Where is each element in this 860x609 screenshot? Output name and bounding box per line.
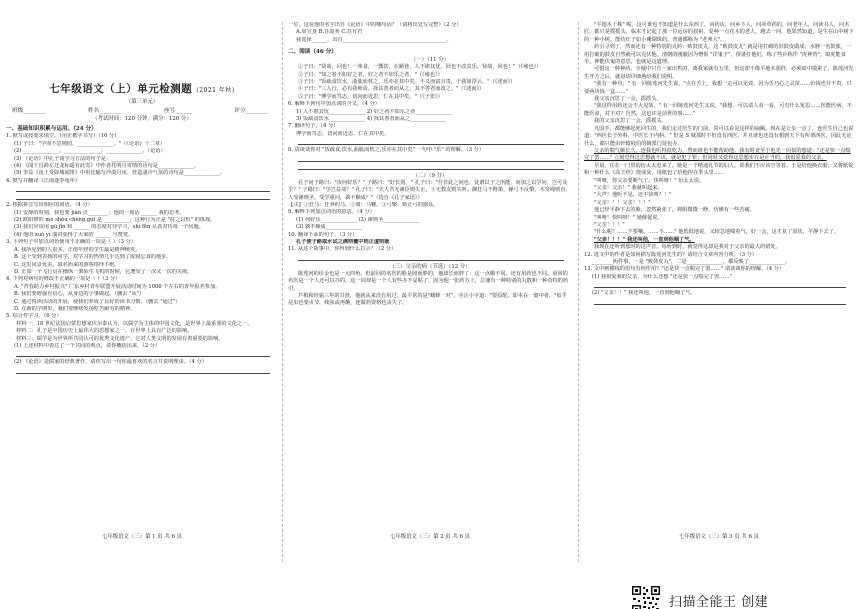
year-tag: (2021 年秋) (196, 87, 235, 94)
fold-divider (282, 22, 283, 562)
underlined-paragraph: 父亲的喘气颇长久，连我也听得很吃力，然而谁也不能帮助他。我有时竟至于电光一闪似的想道："还是快一点喘完了罢……" 立刻觉得这思想就不该，就是犯了罪；但同时又觉得这思想实在是正当的，我很爱我的父亲。 (584, 147, 851, 162)
passage-paragraph: "平地木十株" 呢，这可谁也不知道是什么东西了。问药店，问乡下人，问卖草药的，问老年人，问读书人，问木匠，都只是摇摇头，临末才记起了那一位远房的叔祖，爱种一点花木的老人，跑去一问，他果然知道，是生在山中树下的一种小树，能结红子如小珊瑚珠的，普通都称为 "老弗大"。 (584, 22, 854, 43)
question-poem: 4. 默写并翻译《江南逢李龟年》 (6, 177, 81, 184)
question-8: 8. 请谈谈你对 "饭疏食,饮水,曲肱而枕之,乐亦在其中矣" 一句中 "乐" 的理解。（3 分） (288, 147, 485, 154)
question-4: 4. 下列对病句的修改不正确的一项是（ ）（3 分） (6, 276, 121, 283)
unit-label: （第三单元） (125, 99, 159, 105)
question-2-item-2: (2) 欧阳修的 mò shǒu chéng guī 是 __________，这种行为正是 "持之以恒" 的体现。 (14, 217, 216, 224)
name-field[interactable]: 姓名________ (88, 108, 122, 114)
answer-line[interactable] (594, 282, 846, 288)
question-2-item-4: (4) 他的 zuò yì 演讲获得了大家的 ______ 与赞赏。 (14, 231, 134, 238)
question-2-item-1: (1) 安静的时刻，我也要 jiǎn 点________；他的一席话 ______ 我的思考。 (14, 209, 185, 216)
question-1-item-2: (2) ______________，______________；______________。（论语） (14, 148, 166, 155)
question-13: 13. 文中画横线的语句有何作用？"还是快一点喘完了罢……" 请谈谈你的理解。（4 分） (584, 266, 785, 273)
name-answer-line: 我选择______，出自________________________________________。 (296, 36, 452, 43)
passage-3-text: 陈莲河的诊金也是一元四角。但前回的名医的脸是圆而胖的，他却长而胖了：这一点颇不同。还有用药也不同。前回的名医是一个人还可以办的，这一回却是一个人有些办不妥帖了，因为他一张药方上，总兼有一种特别的丸散和一种奇特的药引。 (288, 270, 569, 292)
answer-line[interactable] (298, 255, 564, 261)
dialogue-line: "叫呀！快叫呀！" 她催促说。 (594, 214, 663, 221)
title-text: 七年级语文（上）单元检测题 (49, 83, 193, 95)
question-1-item-5: (5) 李益《夜上受降城闻笛》中用比喻写沙漠月夜、营造凄冷气氛的诗句是______________。 (14, 170, 226, 177)
question-9-row-1: (1) 何好乐______________ (2) 谏则圣______________ (296, 216, 420, 223)
material-1: 材料一：18 世纪法国启蒙思想家伏尔泰认为，以儒学为主体的中国文化，是世界上最重要的文化之一。 (16, 320, 253, 327)
passage-2-heading: （二）（9 分） (412, 172, 448, 179)
dialogue-line: "叫呀，你父亲要断气了。快叫呀！" 衍太太说。 (594, 177, 705, 184)
question-name-origin: 一位，这说他的名字出自《论语》中的哪句话？（请将出处写完整）（2 分） (288, 22, 462, 28)
material-2: 材料二：孔子是中国历史上最伟大的思想家之一，在世界上具有广泛的影响。 (16, 328, 193, 335)
answer-line[interactable] (298, 139, 564, 145)
section-one-heading: 一、基础知识积累与运用。（24 分） (6, 126, 97, 133)
passage-3-heading: （三）父亲的病（节选）（12 分） (389, 263, 471, 270)
underlined-paragraph: "父亲！！！" 我还叫他，一直到他咽了气。 (594, 236, 695, 243)
passage-1-line-5: ⑤子曰："博学而笃志，切问而近思，仁在其中矣。"（《子张》） (298, 93, 443, 100)
passage-paragraph: "什么呢？……不要嚷。……不……" 他低低地说，又较急地喘着气，好一会，这才复了原状，平静下去了。 (594, 229, 840, 236)
question-3: 3. 下列句子中加点词语使用不正确的一项是（ ）（3 分） (6, 239, 136, 246)
question-4-option-d: D. 在新的学期里，我们要继续发扬吃苦耐劳的精神。 (14, 305, 136, 312)
question-1: 1. 默写或按要求填空。（用正楷字书写）（10 分） (6, 133, 120, 140)
question-13-item-1: (1) 我很爱我的父亲，为什么还想 "还是快一点喘完了罢……" (592, 273, 732, 280)
question-4-option-b: B. 我们要增强自信心，从身边的小事做起。（删去 "从"） (14, 291, 145, 298)
answer-line[interactable] (298, 156, 564, 162)
question-7-sentence: 博学而笃志，切问而近思，仁在其中矣。 (296, 130, 390, 137)
question-1-item-3: (3) 《论语》中孔子谈学习方法的句子是：______________。 (14, 155, 153, 162)
passage-paragraph: 凡国手，都能够起死回生的，我们走过医生的门前，常可以看见这样的扁额。现在是让步一点了，连医生自己也说道："西医长于外科，中医长于内科。" 但是 S 城那时不但没有西医，并且谁也还没有想到天下有所谓西医，因此无论什么，都只能由轩辕岐伯的嫡派门徒包办。 (584, 125, 854, 147)
passage-2-notes: 【注】①狂马：狂奔的马。②策：马鞭。③弓檠：矫正弓的器具。 (288, 201, 439, 208)
passage-paragraph: 我现在还听到那时的这声音，每听到时，就觉得这却是我对于父亲的最大的错处。 (594, 244, 781, 251)
answer-line[interactable] (298, 164, 564, 170)
question-5-item-1: (1) 上述材料中表达了一个共同的观点，请你概括出来。（2 分） (14, 342, 161, 349)
question-5: 5. 综合性学习。（6 分） (6, 313, 62, 320)
class-field[interactable]: 班级________ (12, 108, 46, 114)
question-10: 10. 翻译下面的句子。（3 分） (288, 231, 358, 238)
exam-sheet (0, 18, 860, 568)
page-1 (6, 18, 278, 528)
question-9-row-2: (3) 孰不顺成______________ (296, 224, 363, 231)
answer-line[interactable] (16, 186, 270, 192)
dialogue-line: "大声！他听不见。还不快叫？！" (594, 192, 672, 199)
question-10-sentence: 孔子使子路取水试之满则覆中则正虚则欹 (296, 238, 390, 245)
passage-1-line-2: ②子曰："知之者不如好之者，好之者不如乐之者。"（《雍也》） (298, 71, 443, 78)
question-2: 2. 根据拼音写出相应的词语。（4 分） (6, 202, 93, 209)
answer-line[interactable] (594, 299, 846, 305)
page-2 (288, 18, 572, 528)
question-4-option-c: C. 通过悦读活动的开展，使我们养成了良好的读书习惯。（删去 "通过"） (14, 298, 181, 305)
passage-1-line-3: ③子曰："饭疏食饮水，曲肱而枕之，乐亦在其中矣。不义而富且贵，于我如浮云。"（《述而》） (298, 79, 516, 86)
passage-paragraph: "我有一种丹，" 有一回陈莲河先生说，"点在舌上，我想一定可以见效。因为舌乃心之灵苗……价钱也并不贵，只要两块钱一盒……" (584, 81, 852, 95)
passage-1-line-1: ①子曰："贤哉，回也！一箪食，一瓢饮，在陋巷，人不堪其忧，回也不改其乐。贤哉，回也！"（《雍也》） (298, 64, 542, 71)
passage-1-line-4: ④子曰："三人行，必有我师焉。择其善者而从之，其不善者而改之。"（《述而》） (298, 86, 485, 93)
fold-divider (578, 22, 579, 562)
passage-1-heading: （一）（11 分） (410, 57, 450, 64)
question-7: 7. 翻译句子。（4 分） (288, 123, 339, 130)
material-3: 材料三：儒学是为世界所共同认可的优秀文化遗产，它对人类文明的发展有着重要的影响。 (16, 335, 224, 342)
passage-paragraph: 药引寻到了，然而还有一种特别的丸药：败鼓皮丸。这 "败鼓皮丸" 就是用打破的旧鼓皮做成；水肿一名鼓胀，一用打破的鼓皮自然就可以克伏他。清朝的刚毅因为憎恨 "洋鬼子"，预备打他们，练了些兵称作 "虎神营"，取虎能食羊，神能伏鬼的意思，也就是这道理。 (584, 44, 852, 66)
question-13-item-2: (2) "父亲！！" 我还叫他，一直到他咽了气。 (592, 290, 696, 297)
dialogue-line: "父亲！父亲！" 我就叫起来。 (594, 184, 663, 191)
scanner-watermark (631, 585, 768, 609)
question-3-option-b: B. 这个受到表扬的同学，对学习的热情几乎达到了废寝忘食的地步。 (14, 254, 172, 261)
question-4-option-a: A. "青春助力乡村振兴" 广东乡村青年联盟开展活动时间为 1000 个左右的青年报名参加。 (14, 283, 221, 290)
answer-line[interactable] (16, 194, 270, 200)
passage-2-text: 孔子问子路曰："汝何好乐？" 子路曰："好长剑。" 孔子曰："吾非此之问也。徒谓以子之所能，而加之以学问，岂可及乎？" 子路曰："学岂益哉？" 孔子曰："夫人君无谏臣则失正，士无教友则失听。御狂马不释策，操弓不反檠。木受绳则直，人受谏则圣。受学重问，孰不顺成？"（选自《孔子家语》） (288, 179, 571, 201)
question-1-item-1: (1) 子曰："学而不思则罔，______________。"（《论语》十二章） (14, 140, 166, 147)
passage-paragraph: 我的父亲沉思了一会，摇摇头。 (594, 118, 667, 125)
question-11: 11. 从这个故事中，你得到什么启示？（2 分） (288, 246, 397, 253)
question-3-option-d: D. 正如一个飞行员在操纵一架陌生飞机的时候，它遭受了一次又一次的失败。 (14, 268, 193, 275)
scanner-brand-text: 扫描全能王 创建 (669, 594, 769, 609)
question-12-hint: ________两件事，一是 "败鼓皮丸"，二是______________，都反映了______________。 (592, 259, 791, 265)
passage-3-text-2: 芦根和经霜三年的甘蔗，他就从来没有用过。最平常的是"蟋蟀一对"，旁注小字道："要原配，即本在一窠中者。"似乎昆虫也要贞节，续弦或再醮，连做药资格也丧失了。 (288, 292, 567, 307)
question-9: 9. 解释下列加点词语的意思。（4 分） (288, 209, 375, 216)
qr-code-icon (631, 585, 661, 609)
question-2-item-3: (3) 我们应该用 gǔ jīn 和 ______ 的态度对待学习，shí fēn 认真对待每一个问题。 (14, 224, 204, 231)
question-6-row-2: 3) 饭疏食饮水______________ 4) 择其善者而从之______________ (296, 116, 447, 123)
question-6: 6. 解释下列句中加点词的含义。（4 分） (288, 101, 380, 108)
exam-note: （考试时间：120 分钟，满分：120 分） (92, 116, 192, 123)
passage-paragraph: 早晨，住在一门里的衍太太进来了。她是一个精通礼节的妇人，说我们不应该空等着。于是给他换衣服；又将纸锭和一种什么《高王经》烧成灰，用纸包了给他捏在拳头里…… (584, 162, 854, 177)
question-3-option-c: C. 这里风景优美，慕名而来的游客络绎不绝。 (14, 261, 120, 268)
page-1-footer: 七年级语文（三）第 1 页 共 6 页 (101, 534, 183, 540)
section-two-heading: 二、阅读（46 分） (288, 49, 337, 56)
answer-line[interactable] (16, 368, 270, 374)
passage-paragraph: 他已经平静下去的脸，忽然紧张了，将眼微微一睁，仿佛有一些苦痛。 (594, 207, 755, 214)
passage-paragraph: 可惜这一种神药，全城中只有一家出售的，离我家就有五里，但这却不像平地木那样，必须暗中摸索了，陈莲河先生开方之后，就恳切详细地给我们说明。 (584, 66, 854, 80)
dialogue-line: "父亲！！！" (594, 221, 625, 228)
page-2-footer: 七年级语文（三）第 2 页 共 6 页 (389, 534, 471, 540)
page-3-footer: 七年级语文（三）第 3 页 共 6 页 (678, 534, 760, 540)
dialogue-line: "父亲！！！父亲！！！" (594, 199, 651, 206)
question-5-item-2: (2) 《论语》是儒家的经典著作，请你写出一句你最喜欢的名言并说明理由。（4 分） (14, 359, 207, 366)
question-12: 12. 选文中的作者是如何描写陈莲河先生的？请结合文章内容分析。（3 分） (584, 251, 758, 258)
student-info-row (6, 106, 278, 115)
answer-line[interactable] (16, 351, 270, 357)
page-3 (584, 18, 854, 528)
passage-paragraph: "我这样用药还会不大见效，" 有一回陈莲河先生又说，"我想，可以请人看一看，可有什么冤愆……医能医病，不能医命，对不对？自然，这也许是前世的事……" (584, 103, 852, 117)
passage-paragraph: 我父亲沉思了一会，摇摇头。 (594, 96, 662, 103)
score-field[interactable]: 评分________ (234, 108, 268, 114)
question-6-row-1: 1) 人不堪其忧______________ 2) 好之者不如乐之者______________ (296, 108, 452, 115)
question-1-item-4: (4) 《闻王昌龄左迁龙标遥有此寄》中作者托明月寄情的诗句是______________。 (14, 163, 200, 170)
exam-title (6, 82, 278, 98)
question-3-option-a: A. 我所见到的人很多，正值年轻的学生最是精神焕发。 (14, 246, 141, 253)
name-options: A.周宣身 B.任韶务 C.苏有君 (296, 29, 363, 36)
seat-field[interactable]: 座号______ (164, 108, 192, 114)
